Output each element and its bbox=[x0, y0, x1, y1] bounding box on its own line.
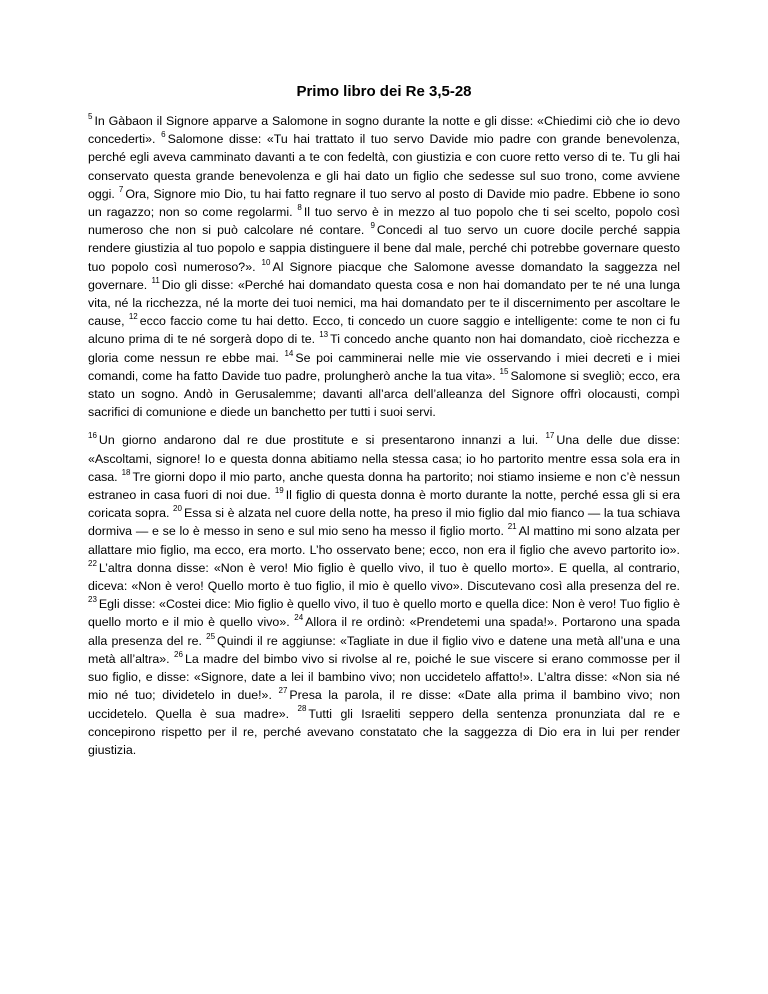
verse-number: 18 bbox=[121, 467, 131, 477]
verse-text: Se poi camminerai nelle mie vie osservando i miei decreti e i miei comandi, come ha fatto Davide tuo padre, prolungherò anche la tua vita». bbox=[88, 350, 680, 383]
verse-text: Ora, Signore mio Dio, tu hai fatto regnare il tuo servo al posto di Davide mio padre. Ebbene io sono un ragazzo; non so come regolarmi. bbox=[88, 186, 680, 220]
paragraph bbox=[88, 112, 680, 421]
verse-number: 23 bbox=[88, 595, 97, 605]
verse-text: La madre del bimbo vivo si rivolse al re, poiché le sue viscere si erano commosse per il suo figlio, e disse: «Signore, date a lei il bambino vivo; non uccidetelo affatto!». L’altra disse: «Non sia né mio né tuo; dividetelo in due!». bbox=[88, 651, 680, 703]
verse-number: 17 bbox=[545, 431, 555, 441]
verse-text: L’altra donna disse: «Non è vero! Mio figlio è quello vivo, il tuo è quello morto». E quella, al contrario, diceva: «Non è vero! Quello morto è tuo figlio, il mio è quello vivo». Discutevano così alla presenza del re. bbox=[88, 560, 680, 594]
verse-text: Allora il re ordinò: «Prendetemi una spada!». Portarono una spada alla presenza del re. bbox=[88, 615, 680, 648]
verse-number: 5 bbox=[88, 111, 93, 121]
verse-text: Dio gli disse: «Perché hai domandato questa cosa e non hai domandato per te né una lunga vita, né la ricchezza, né la morte dei tuoi nemici, ma hai domandato per te il discernimento per ascoltare le cause, bbox=[88, 277, 680, 329]
paragraph bbox=[88, 431, 680, 759]
verse-number: 6 bbox=[161, 130, 166, 140]
verse-number: 7 bbox=[118, 184, 124, 194]
verse-number: 20 bbox=[173, 504, 182, 514]
verse-text: ecco faccio come tu hai detto. Ecco, ti concedo un cuore saggio e intelligente: come te non ci fu alcuno prima di te né sorgerà dopo di te. bbox=[88, 314, 680, 347]
verse-text: In Gàbaon il Signore apparve a Salomone in sogno durante la notte e gli disse: «Chiedimi ciò che io devo concederti». bbox=[88, 114, 680, 147]
verse-number: 22 bbox=[88, 558, 97, 568]
verse-text: Una delle due disse: «Ascoltami, signore! Io e questa donna abitiamo nella stessa casa; io ho partorito mentre essa sola era in casa. bbox=[88, 433, 680, 484]
verse-number: 24 bbox=[294, 613, 304, 623]
verse-text: Quindi il re aggiunse: «Tagliate in due il figlio vivo e datene una metà all’una e una metà all’altra». bbox=[88, 633, 680, 666]
verse-number: 11 bbox=[151, 275, 160, 285]
verse-text: Salomone si svegliò; ecco, era stato un sogno. Andò in Gerusalemme; davanti all’arca dell’alleanza del Signore offrì olocausti, compì sacrifici di comunione e diede un banchetto per tutti i suoi servi. bbox=[88, 368, 680, 420]
verse-number: 13 bbox=[319, 330, 329, 340]
document-body bbox=[88, 112, 680, 759]
verse-number: 28 bbox=[297, 704, 307, 714]
verse-number: 12 bbox=[128, 312, 138, 322]
verse bbox=[88, 558, 680, 594]
verse-text: Salomone disse: «Tu hai trattato il tuo servo Davide mio padre con grande benevolenza, perché egli aveva camminato davanti a te con fedeltà, con giustizia e con cuore retto verso di te. Tu gli hai conservato questa grande benevolenza e gli hai dato un figlio che sedesse sul suo trono, come avviene oggi. bbox=[88, 132, 680, 201]
verse-number: 8 bbox=[297, 202, 302, 212]
verse bbox=[88, 433, 545, 447]
verse-text: Presa la parola, il re disse: «Date alla prima il bambino vivo; non uccidetelo. Quella è sua madre». bbox=[88, 688, 680, 721]
verse-number: 15 bbox=[499, 366, 509, 376]
verse-number: 10 bbox=[261, 257, 271, 267]
verse-text: Il figlio di questa donna è morto durante la notte, perché essa gli si era coricata sopra. bbox=[88, 488, 680, 521]
verse-text: Un giorno andarono dal re due prostitute e si presentarono innanzi a lui. bbox=[98, 433, 546, 448]
verse-text: Al mattino mi sono alzata per allattare mio figlio, ma ecco, era morto. L’ho osservato bene; ecco, non era il figlio che avevo partorito io». bbox=[88, 524, 681, 557]
verse-number: 26 bbox=[174, 649, 183, 659]
page-title: Primo libro dei Re 3,5-28 bbox=[296, 83, 472, 100]
verse-text: Essa si è alzata nel cuore della notte, ha preso il mio figlio dal mio fianco — la tua schiava dormiva — e se lo è messo in seno e sul mio seno ha messo il figlio morto. bbox=[88, 506, 680, 539]
verse-text: Tutti gli Israeliti seppero della sentenza pronunziata dal re e concepirono rispetto per il re, perché avevano constatato che la saggezza di Dio era in lui per render giustizia. bbox=[88, 706, 680, 757]
verse-text: Ti concedo anche quanto non hai domandato, cioè ricchezza e gloria come nessun re ebbe mai. bbox=[88, 332, 680, 365]
verse-text: Concedi al tuo servo un cuore docile perché sappia rendere giustizia al tuo popolo e sappia distinguere il bene dal male, perché chi potrebbe governare questo tuo popolo così numeroso?». bbox=[88, 223, 680, 274]
document-page bbox=[88, 82, 680, 759]
verse-number: 9 bbox=[370, 221, 375, 231]
verse-number: 25 bbox=[206, 631, 216, 641]
verse-text: Al Signore piacque che Salomone avesse domandato la saggezza nel governare. bbox=[88, 259, 680, 292]
verse-number: 14 bbox=[284, 348, 294, 358]
verse-number: 21 bbox=[507, 522, 517, 532]
verse-number: 16 bbox=[88, 431, 97, 441]
verse-number: 19 bbox=[274, 485, 284, 495]
verse-text: Il tuo servo è in mezzo al tuo popolo che ti sei scelto, popolo così numeroso che non si può calcolare né contare. bbox=[88, 205, 680, 238]
verse-text: Tre giorni dopo il mio parto, anche questa donna ha partorito; noi stiamo insieme e non c’è nessun estraneo in casa fuori di noi due. bbox=[88, 469, 680, 503]
verse-text: Egli disse: «Costei dice: Mio figlio è quello vivo, il tuo è quello morto e quella dice: Non è vero! Tuo figlio è quello morto e il mio è quello vivo». bbox=[88, 597, 680, 630]
verse-number: 27 bbox=[278, 686, 288, 696]
